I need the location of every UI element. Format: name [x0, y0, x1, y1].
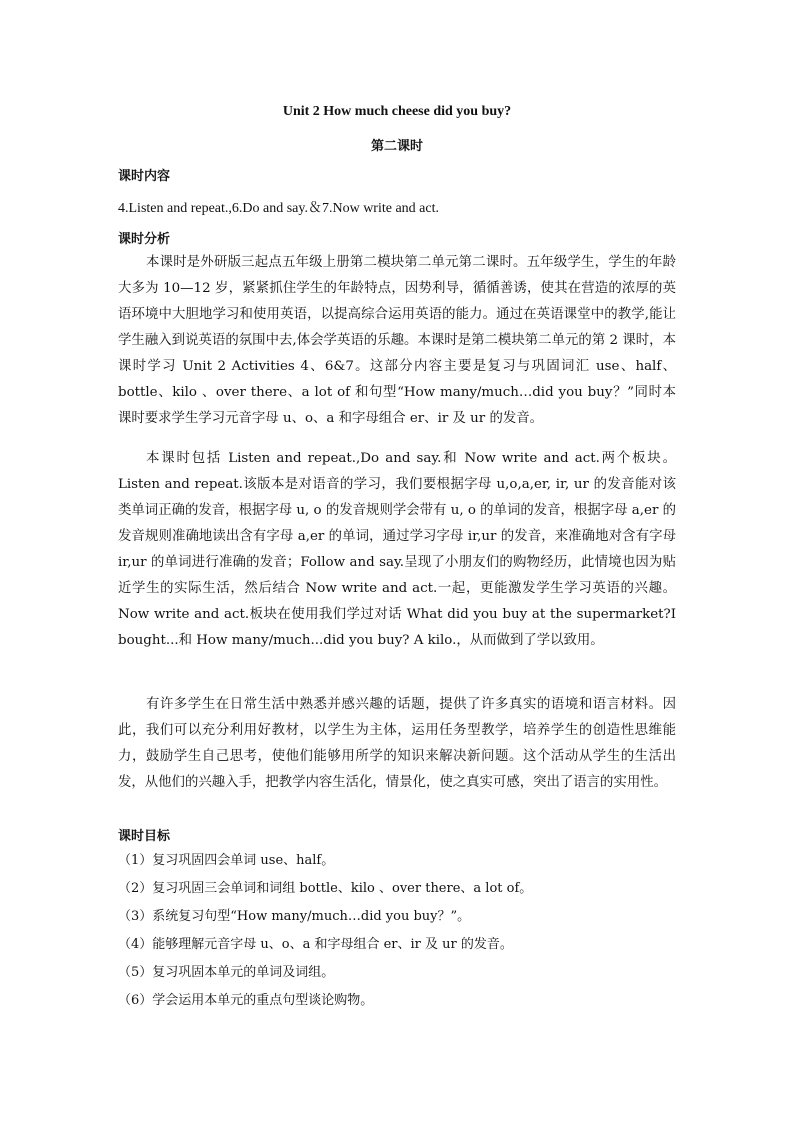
analysis-paragraph-3: 有许多学生在日常生活中熟悉并感兴趣的话题，提供了许多真实的语境和语言材料。因此，我们可以充分利用好教材，以学生为主体，运用任务型教学，培养学生的创造性思维能力，鼓励学生自己思考，使他们能够用所学的知识来解决新问题。这个活动从学生的生活出发，从他们的兴趣入手，把教学内容生活化，情景化，使之真实可感，突出了语言的实用性。	[118, 697, 676, 790]
goal-item: （5）复习巩固本单元的单词及词组。	[118, 965, 335, 980]
goal-item: （3）系统复习句型“How many/much…did you buy？”。	[118, 909, 471, 924]
lesson-subtitle: 第二课时	[370, 139, 423, 154]
analysis-paragraph-1: 本课时是外研版三起点五年级上册第二模块第二单元第二课时。五年级学生，学生的年龄大多为 10—12 岁，紧紧抓住学生的年龄特点，因势利导，循循善诱，使其在营造的浓厚的英语环境中大胆地学习和使用英语，以提高综合运用英语的能力。通过在英语课堂中的教学,能让学生融入到说英语的氛围中去,体会学英语的乐趣。本课时是第二模块第二单元的第 2 课时，本课时学习 Unit 2 Activities 4、6&7。这部分内容主要是复习与巩固词汇 use、half、bottle、kilo 、over there、a lot of 和句型“How many/much…did you buy？”同时本课时要求学生学习元音字母 u、o、a 和字母组合 er、ir 及 ur 的发音。	[118, 255, 676, 426]
goal-item: （4）能够理解元音字母 u、o、a 和字母组合 er、ir 及 ur 的发音。	[118, 937, 513, 952]
goals-list	[118, 847, 678, 1015]
content-text: 4.Listen and repeat.,6.Do and say.＆7.Now write and act.	[118, 201, 439, 216]
document-title: Unit 2 How much cheese did you buy?	[282, 104, 512, 119]
goal-item: （1）复习巩固四会单词 use、half。	[118, 853, 335, 868]
analysis-paragraph-2: 本课时包括 Listen and repeat.,Do and say.和 Now write and act.两个板块。Listen and repeat.该版本是对语音的学习，我们要根据字母 u,o,a,er, ir, ur 的发音能对该类单词正确的发音，根据字母 u, o 的发音规则学会带有 u, o 的单词的发音，根据字母 a,er 的发音规则准确地读出含有字母 a,er 的单词，通过学习字母 ir,ur 的发音，来准确地对含有字母 ir,ur 的单词进行准确的发音；Follow and say.呈现了小朋友们的购物经历，此情境也因为贴近学生的实际生活，然后结合 Now write and act.一起，更能激发学生学习英语的兴趣。Now write and act.板块在使用我们学过对话 What did you buy at the supermarket?I bought...和 How many/much...did you buy? A kilo.，从而做到了学以致用。	[118, 451, 676, 648]
goal-item: （6）学会运用本单元的重点句型谈论购物。	[118, 993, 374, 1008]
goals-heading: 课时目标	[118, 829, 171, 844]
goal-item: （2）复习巩固三会单词和词组 bottle、kilo 、over there、a lot of。	[118, 881, 533, 896]
analysis-heading: 课时分析	[118, 232, 171, 247]
content-heading: 课时内容	[118, 169, 171, 184]
